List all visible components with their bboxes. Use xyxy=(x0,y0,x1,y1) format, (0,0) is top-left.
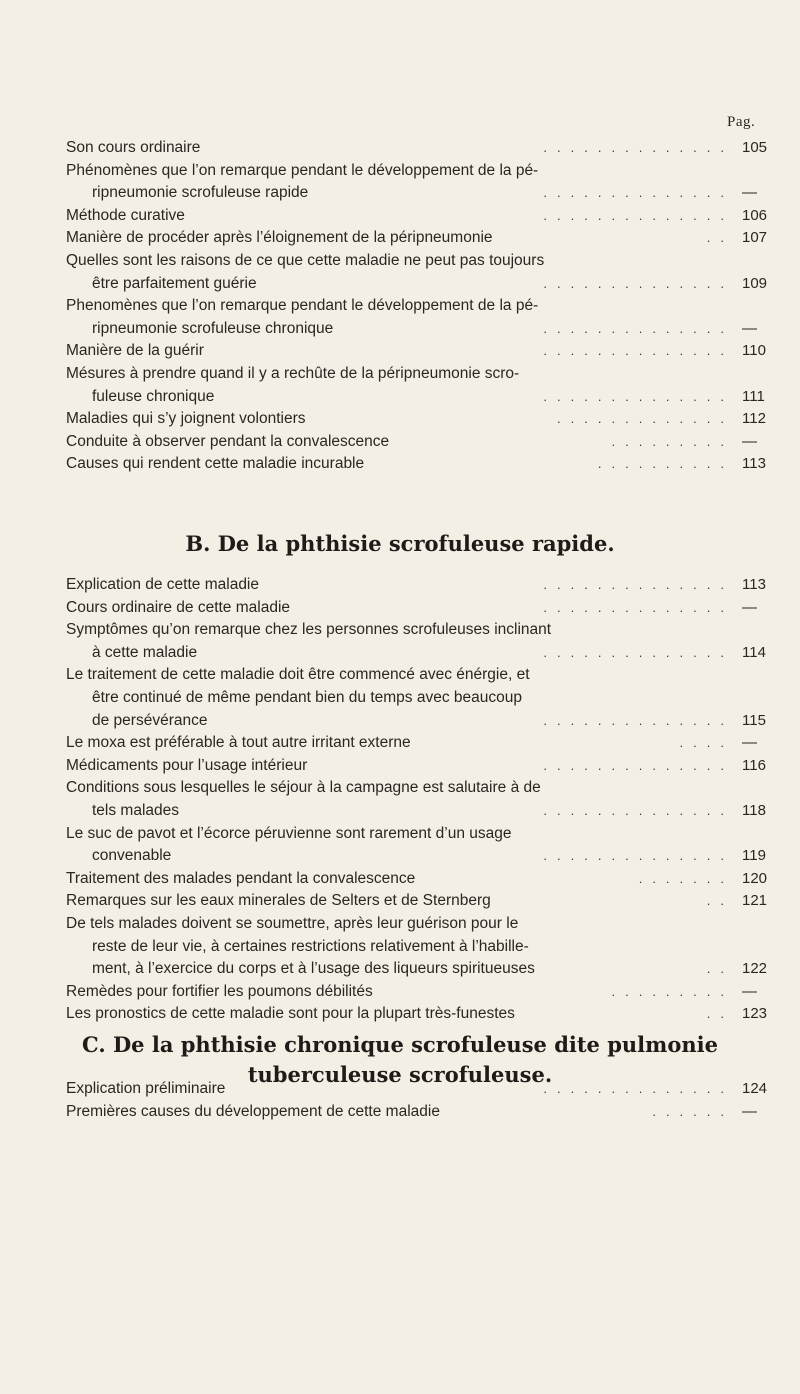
index-entry-line xyxy=(92,273,738,295)
section-title: tuberculeuse scrofuleuse. xyxy=(247,1062,553,1087)
page-column-header: Pag. xyxy=(727,114,756,130)
entry-text: être continué de même pendant bien du temps avec beaucoup xyxy=(92,689,522,706)
page-number: 119 xyxy=(742,847,766,865)
leader-dots: .............. xyxy=(543,1081,734,1096)
entry-text: Les pronostics de cette maladie sont pour la plupart très-funestes xyxy=(66,1005,515,1023)
leader-dots: .............. xyxy=(543,140,734,155)
entry-text: Quelles sont les raisons de ce que cette maladie ne peut pas toujours xyxy=(66,252,545,269)
entry-text: Symptômes qu’on remarque chez les personnes scrofuleuses inclinant xyxy=(66,621,552,639)
index-entry-line xyxy=(66,408,738,430)
entry-text: Traitement des malades pendant la convalescence xyxy=(66,869,416,887)
index-entry-line xyxy=(66,890,738,912)
entry-text: Manière de procéder après l’éloignement de la péripneumonie xyxy=(66,229,493,247)
leader-dots: .... xyxy=(679,735,734,751)
section-title: B. De la phthisie scrofuleuse rapide. xyxy=(185,531,615,556)
index-entry-line xyxy=(66,777,738,799)
entry-text: Le traitement de cette maladie doit être commencé avec énérgie, et xyxy=(66,666,530,684)
index-entry-line xyxy=(66,755,738,777)
index-entry-line xyxy=(92,318,738,340)
index-entry-line xyxy=(66,205,738,227)
index-entry-line xyxy=(66,137,738,159)
index-entry-line xyxy=(66,981,738,1003)
leader-dots: .............. xyxy=(543,712,734,728)
page-number: 113 xyxy=(742,455,766,473)
page-number: 122 xyxy=(742,960,768,978)
page-number: 107 xyxy=(742,229,768,247)
index-entry-line xyxy=(66,1101,738,1123)
entry-text: à cette maladie xyxy=(92,643,198,661)
entry-text: ripneumonie scrofuleuse chronique xyxy=(92,319,334,337)
leader-dots: .............. xyxy=(543,848,734,864)
index-entry-line xyxy=(66,1003,738,1025)
index-entry-line xyxy=(92,800,738,822)
page-number: 111 xyxy=(742,387,765,405)
page-number: 109 xyxy=(742,274,768,292)
entry-text: Médicaments pour l’usage intérieur xyxy=(66,756,308,774)
index-entry-line xyxy=(66,868,738,890)
entry-text: Le moxa est préférable à tout autre irritant externe xyxy=(66,734,411,752)
leader-dots: .. xyxy=(706,230,734,246)
entry-text: Maladies qui s’y joignent volontiers xyxy=(66,410,306,428)
leader-dots: ............. xyxy=(557,411,734,427)
index-entry-line xyxy=(66,453,738,475)
page-number: — xyxy=(742,319,757,337)
index-entry-line xyxy=(66,732,738,754)
entry-text: Remarques sur les eaux minerales de Selters et de Sternberg xyxy=(66,892,491,910)
leader-dots: ...... xyxy=(652,1103,734,1119)
leader-dots: ......... xyxy=(611,983,734,999)
entry-text: ripneumonie scrofuleuse rapide xyxy=(92,184,309,202)
leader-dots: ......... xyxy=(611,433,734,449)
leader-dots: .............. xyxy=(543,577,734,592)
entry-text: reste de leur vie, à certaines restrictions relativement à l’habille- xyxy=(92,937,529,955)
entry-text: Explication préliminaire xyxy=(66,1080,226,1097)
entry-text: Explication de cette maladie xyxy=(66,576,260,593)
index-entry-line xyxy=(92,687,738,709)
page-number: 121 xyxy=(742,892,768,910)
entry-text: Premières causes du développement de cette maladie xyxy=(66,1102,440,1120)
leader-dots: .............. xyxy=(543,343,734,359)
leader-dots: .............. xyxy=(543,644,734,660)
entry-text: de persévérance xyxy=(92,711,208,729)
entry-text: Son cours ordinaire xyxy=(66,139,201,156)
entry-text: fuleuse chronique xyxy=(92,387,215,405)
page-number: 112 xyxy=(742,410,766,428)
leader-dots: .............. xyxy=(543,320,734,336)
page-number: 123 xyxy=(742,1005,768,1023)
leader-dots: .............. xyxy=(543,803,734,818)
entry-text: être parfaitement guérie xyxy=(92,274,257,292)
entry-text: tels malades xyxy=(92,802,180,819)
entry-text: Causes qui rendent cette maladie incurable xyxy=(66,455,365,473)
leader-dots: .............. xyxy=(543,388,734,404)
page-number: — xyxy=(742,432,757,450)
index-entry-line xyxy=(66,431,738,453)
leader-dots: .............. xyxy=(543,757,734,773)
index-entry-line xyxy=(66,913,738,935)
index-entry-line xyxy=(92,936,738,958)
leader-dots: .............. xyxy=(543,185,734,201)
leader-dots: ....... xyxy=(638,870,734,886)
entry-text: Conduite à observer pendant la convalescence xyxy=(66,432,390,450)
leader-dots: .............. xyxy=(543,275,734,291)
entry-text: Remèdes pour fortifier les poumons débilités xyxy=(66,982,373,1000)
index-entry-line xyxy=(66,160,738,182)
entry-text: convenable xyxy=(92,847,172,865)
page-number: 115 xyxy=(742,711,766,729)
index-entry-line xyxy=(92,182,738,204)
page-number: 124 xyxy=(742,1080,768,1097)
index-entry-line xyxy=(92,958,738,980)
index-entry-line xyxy=(66,340,738,362)
page-number: 113 xyxy=(742,576,766,593)
page-number: 120 xyxy=(742,869,768,887)
section-title: C. De la phthisie chronique scrofuleuse dite pulmonie xyxy=(82,1032,718,1057)
entry-text: Méthode curative xyxy=(66,206,185,224)
page-number: 114 xyxy=(742,643,766,661)
index-entry-line xyxy=(92,845,738,867)
leader-dots: .............. xyxy=(543,599,734,615)
leader-dots: .......... xyxy=(597,456,734,472)
leader-dots: .. xyxy=(706,893,734,909)
page-number: 118 xyxy=(742,802,766,819)
entry-text: Conditions sous lesquelles le séjour à la campagne est salutaire à de xyxy=(66,779,541,797)
page-number: 106 xyxy=(742,206,768,224)
index-entry-line xyxy=(66,250,738,272)
index-entry-line xyxy=(66,597,738,619)
entry-text: Cours ordinaire de cette maladie xyxy=(66,598,291,616)
page-number: — xyxy=(742,982,757,1000)
page-number: — xyxy=(742,184,757,202)
index-entry-line xyxy=(92,642,738,664)
leader-dots: .. xyxy=(706,961,734,977)
entry-text: Manière de la guérir xyxy=(66,342,204,360)
index-entry-line xyxy=(66,823,738,845)
index-entry-line xyxy=(92,710,738,732)
index-entry-line xyxy=(66,1078,738,1100)
index-entry-line xyxy=(92,386,738,408)
page-number: 105 xyxy=(742,139,768,156)
entry-text: De tels malades doivent se soumettre, après leur guérison pour le xyxy=(66,915,519,932)
entry-text: Le suc de pavot et l’écorce péruvienne sont rarement d’un usage xyxy=(66,824,512,842)
index-entry-line xyxy=(66,664,738,686)
page-number: 116 xyxy=(742,756,766,774)
entry-text: Mésures à prendre quand il y a rechûte de la péripneumonie scro- xyxy=(66,365,520,382)
index-entry-line xyxy=(66,574,738,596)
leader-dots: .. xyxy=(706,1006,734,1022)
page-number: — xyxy=(742,734,757,752)
index-entry-line xyxy=(66,295,738,317)
index-entry-line xyxy=(66,363,738,385)
index-entry-line xyxy=(66,227,738,249)
page-number: — xyxy=(742,1102,757,1120)
page-number: — xyxy=(742,598,757,616)
page-number: 110 xyxy=(742,342,766,360)
index-entry-line xyxy=(66,619,738,641)
entry-text: ment, à l’exercice du corps et à l’usage des liqueurs spiritueuses xyxy=(92,960,535,978)
entry-text: Phénomènes que l’on remarque pendant le développement de la pé- xyxy=(66,161,539,179)
leader-dots: .............. xyxy=(543,207,734,223)
entry-text: Phenomènes que l’on remarque pendant le développement de la pé- xyxy=(66,297,539,315)
